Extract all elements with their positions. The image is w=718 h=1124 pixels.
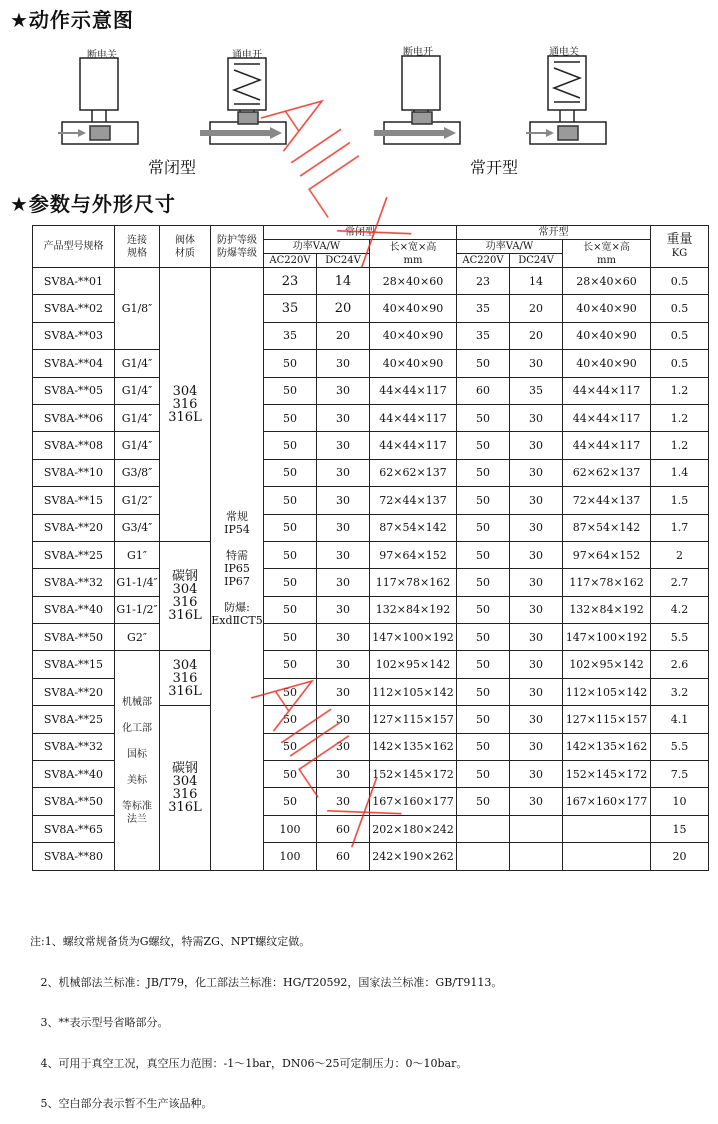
kg-cell: 3.2 — [651, 678, 709, 705]
kg-cell: 10 — [651, 788, 709, 815]
model-cell: SV8A-**20 — [33, 678, 115, 705]
no-ac-cell: 50 — [457, 596, 510, 623]
no-dim-cell: 112×105×142 — [563, 678, 651, 705]
kg-cell: 4.2 — [651, 596, 709, 623]
note-line: 3、**表示型号省略部分。 — [30, 1016, 169, 1029]
material-cell: 304 316 316L — [160, 651, 211, 706]
nc-dim-cell: 62×62×137 — [370, 459, 457, 486]
connection-cell: G1/4″ — [115, 350, 160, 377]
no-dim-cell: 40×40×90 — [563, 350, 651, 377]
model-cell: SV8A-**40 — [33, 761, 115, 788]
kg-cell: 1.7 — [651, 514, 709, 541]
no-ac-cell: 50 — [457, 761, 510, 788]
nc-dc-cell: 30 — [317, 377, 370, 404]
no-ac-cell: 60 — [457, 377, 510, 404]
valve-no-on — [530, 56, 606, 144]
kg-cell: 1.4 — [651, 459, 709, 486]
nc-dim-cell: 44×44×117 — [370, 404, 457, 431]
nc-dim-cell: 117×78×162 — [370, 569, 457, 596]
nc-dc-cell: 30 — [317, 788, 370, 815]
nc-dc-cell: 60 — [317, 815, 370, 842]
model-cell: SV8A-**10 — [33, 459, 115, 486]
nc-dim-cell: 102×95×142 — [370, 651, 457, 678]
header-dims-nc: 长×宽×高 mm — [370, 240, 457, 268]
table-row — [33, 624, 709, 651]
no-dc-cell: 30 — [510, 596, 563, 623]
nc-dc-cell: 30 — [317, 733, 370, 760]
connection-cell: G1″ — [115, 541, 160, 568]
nc-dc-cell: 30 — [317, 404, 370, 431]
header-dc-nc: DC24V — [317, 254, 370, 268]
nc-dim-cell: 167×160×177 — [370, 788, 457, 815]
no-dc-cell: 20 — [510, 295, 563, 322]
no-ac-cell: 50 — [457, 514, 510, 541]
nc-ac-cell: 50 — [264, 432, 317, 459]
kg-cell: 1.2 — [651, 377, 709, 404]
header-ac-nc: AC220V — [264, 254, 317, 268]
table-row — [33, 569, 709, 596]
nc-dim-cell: 97×64×152 — [370, 541, 457, 568]
no-dim-cell: 117×78×162 — [563, 569, 651, 596]
header-dc-no: DC24V — [510, 254, 563, 268]
connection-cell: G1-1/4″ — [115, 569, 160, 596]
no-ac-cell: 35 — [457, 295, 510, 322]
no-dim-cell: 127×115×157 — [563, 706, 651, 733]
table-row — [33, 514, 709, 541]
no-dim-cell: 102×95×142 — [563, 651, 651, 678]
kg-cell: 1.2 — [651, 404, 709, 431]
no-ac-cell: 23 — [457, 268, 510, 295]
header-model: 产品型号规格 — [33, 226, 115, 268]
no-dc-cell: 30 — [510, 651, 563, 678]
kg-cell: 2 — [651, 541, 709, 568]
model-cell: SV8A-**20 — [33, 514, 115, 541]
nc-dc-cell: 30 — [317, 487, 370, 514]
no-ac-cell — [457, 843, 510, 870]
nc-dc-cell: 30 — [317, 569, 370, 596]
nc-ac-cell: 35 — [264, 295, 317, 322]
nc-dc-cell: 20 — [317, 295, 370, 322]
table-row — [33, 487, 709, 514]
no-dim-cell: 44×44×117 — [563, 377, 651, 404]
header-normally-open: 常开型 — [457, 226, 651, 240]
no-ac-cell: 50 — [457, 459, 510, 486]
nc-ac-cell: 100 — [264, 815, 317, 842]
nc-ac-cell: 50 — [264, 733, 317, 760]
nc-dc-cell: 30 — [317, 596, 370, 623]
connection-cell: G2″ — [115, 624, 160, 651]
nc-ac-cell: 50 — [264, 459, 317, 486]
nc-dim-cell: 44×44×117 — [370, 377, 457, 404]
parameter-table — [32, 225, 709, 871]
model-cell: SV8A-**15 — [33, 651, 115, 678]
kg-cell: 2.6 — [651, 651, 709, 678]
nc-ac-cell: 50 — [264, 514, 317, 541]
no-dim-cell: 40×40×90 — [563, 295, 651, 322]
no-dc-cell: 30 — [510, 678, 563, 705]
no-dim-cell: 147×100×192 — [563, 624, 651, 651]
nc-ac-cell: 50 — [264, 761, 317, 788]
section-title-action-diagram: ★动作示意图 — [10, 8, 134, 32]
no-dc-cell: 30 — [510, 569, 563, 596]
no-ac-cell: 50 — [457, 350, 510, 377]
nc-ac-cell: 50 — [264, 377, 317, 404]
nc-ac-cell: 50 — [264, 404, 317, 431]
model-cell: SV8A-**04 — [33, 350, 115, 377]
no-ac-cell: 50 — [457, 624, 510, 651]
connection-cell: G1/4″ — [115, 404, 160, 431]
valve-diagrams — [0, 40, 718, 200]
header-dims-no: 长×宽×高 mm — [563, 240, 651, 268]
kg-cell: 4.1 — [651, 706, 709, 733]
nc-ac-cell: 23 — [264, 268, 317, 295]
model-cell: SV8A-**15 — [33, 487, 115, 514]
nc-ac-cell: 50 — [264, 350, 317, 377]
note-line: 5、空白部分表示暂不生产该品种。 — [30, 1097, 213, 1110]
nc-dim-cell: 127×115×157 — [370, 706, 457, 733]
nc-ac-cell: 50 — [264, 678, 317, 705]
nc-dim-cell: 40×40×90 — [370, 322, 457, 349]
connection-cell: G1/8″ — [115, 268, 160, 350]
no-dc-cell: 30 — [510, 541, 563, 568]
nc-ac-cell: 100 — [264, 843, 317, 870]
no-dc-cell: 30 — [510, 761, 563, 788]
model-cell: SV8A-**06 — [33, 404, 115, 431]
nc-ac-cell: 35 — [264, 322, 317, 349]
nc-dc-cell: 30 — [317, 761, 370, 788]
valve-state-label: 通电关 — [549, 47, 579, 58]
table-row — [33, 432, 709, 459]
nc-dc-cell: 30 — [317, 432, 370, 459]
no-dc-cell: 20 — [510, 322, 563, 349]
material-cell: 碳钢 304 316 316L — [160, 541, 211, 651]
kg-cell: 5.5 — [651, 624, 709, 651]
nc-ac-cell: 50 — [264, 706, 317, 733]
no-dim-cell: 40×40×90 — [563, 322, 651, 349]
kg-cell: 15 — [651, 815, 709, 842]
model-cell: SV8A-**08 — [33, 432, 115, 459]
nc-ac-cell: 50 — [264, 487, 317, 514]
no-dim-cell — [563, 843, 651, 870]
model-cell: SV8A-**05 — [33, 377, 115, 404]
header-normally-closed: 常闭型 — [264, 226, 457, 240]
nc-dim-cell: 132×84×192 — [370, 596, 457, 623]
kg-cell: 5.5 — [651, 733, 709, 760]
group-label-normally-open: 常开型 — [470, 158, 519, 177]
no-dc-cell: 30 — [510, 404, 563, 431]
nc-dim-cell: 28×40×60 — [370, 268, 457, 295]
kg-cell: 0.5 — [651, 322, 709, 349]
table-row — [33, 541, 709, 568]
model-cell: SV8A-**80 — [33, 843, 115, 870]
note-line: 4、可用于真空工况，真空压力范围：-1～1bar，DN06～25可定制压力：0～10bar。 — [30, 1056, 468, 1070]
nc-dim-cell: 72×44×137 — [370, 487, 457, 514]
header-power-nc: 功率VA/W — [264, 240, 370, 254]
nc-dim-cell: 44×44×117 — [370, 432, 457, 459]
no-dc-cell: 14 — [510, 268, 563, 295]
table-row — [33, 268, 709, 295]
no-ac-cell: 50 — [457, 788, 510, 815]
nc-dc-cell: 60 — [317, 843, 370, 870]
nc-ac-cell: 50 — [264, 788, 317, 815]
model-cell: SV8A-**01 — [33, 268, 115, 295]
kg-cell: 7.5 — [651, 761, 709, 788]
no-dim-cell: 97×64×152 — [563, 541, 651, 568]
table-row — [33, 350, 709, 377]
no-dim-cell: 62×62×137 — [563, 459, 651, 486]
header-material: 阀体 材质 — [160, 226, 211, 268]
valve-state-label: 通电开 — [232, 50, 262, 61]
nc-dc-cell: 30 — [317, 678, 370, 705]
no-dc-cell: 30 — [510, 624, 563, 651]
header-power-no: 功率VA/W — [457, 240, 563, 254]
connection-cell: G3/8″ — [115, 459, 160, 486]
no-dc-cell: 30 — [510, 733, 563, 760]
nc-dc-cell: 30 — [317, 459, 370, 486]
nc-ac-cell: 50 — [264, 624, 317, 651]
no-dim-cell: 87×54×142 — [563, 514, 651, 541]
no-ac-cell: 50 — [457, 706, 510, 733]
nc-dc-cell: 30 — [317, 624, 370, 651]
model-cell: SV8A-**50 — [33, 788, 115, 815]
nc-ac-cell: 50 — [264, 541, 317, 568]
no-dc-cell: 30 — [510, 432, 563, 459]
nc-ac-cell: 50 — [264, 651, 317, 678]
model-cell: SV8A-**02 — [33, 295, 115, 322]
model-cell: SV8A-**40 — [33, 596, 115, 623]
protection-cell: 常规 IP54 特需 IP65 IP67 防爆: ExdⅡCT5 — [211, 268, 264, 871]
valve-state-label: 断电关 — [87, 50, 117, 61]
model-cell: SV8A-**32 — [33, 569, 115, 596]
nc-dc-cell: 30 — [317, 350, 370, 377]
no-ac-cell — [457, 815, 510, 842]
nc-dc-cell: 14 — [317, 268, 370, 295]
table-row — [33, 459, 709, 486]
nc-dim-cell: 40×40×90 — [370, 295, 457, 322]
no-dim-cell: 152×145×172 — [563, 761, 651, 788]
nc-dc-cell: 20 — [317, 322, 370, 349]
nc-dc-cell: 30 — [317, 706, 370, 733]
model-cell: SV8A-**25 — [33, 541, 115, 568]
nc-dim-cell: 142×135×162 — [370, 733, 457, 760]
nc-dc-cell: 30 — [317, 541, 370, 568]
no-dim-cell: 167×160×177 — [563, 788, 651, 815]
no-dim-cell: 142×135×162 — [563, 733, 651, 760]
no-ac-cell: 50 — [457, 404, 510, 431]
no-dc-cell: 30 — [510, 788, 563, 815]
no-dim-cell: 72×44×137 — [563, 487, 651, 514]
kg-cell: 0.5 — [651, 350, 709, 377]
connection-cell: G1/4″ — [115, 377, 160, 404]
nc-dim-cell: 112×105×142 — [370, 678, 457, 705]
note-line: 2、机械部法兰标准：JB/T79，化工部法兰标准：HG/T20592，国家法兰标准：GB/T9113。 — [30, 975, 503, 989]
no-ac-cell: 50 — [457, 541, 510, 568]
group-label-normally-closed: 常闭型 — [148, 158, 197, 177]
no-ac-cell: 35 — [457, 322, 510, 349]
kg-cell: 1.2 — [651, 432, 709, 459]
nc-ac-cell: 50 — [264, 569, 317, 596]
no-dim-cell: 132×84×192 — [563, 596, 651, 623]
no-dim-cell: 44×44×117 — [563, 404, 651, 431]
no-ac-cell: 50 — [457, 733, 510, 760]
valve-nc-off — [62, 58, 138, 144]
material-cell: 碳钢 304 316 316L — [160, 706, 211, 870]
model-cell: SV8A-**32 — [33, 733, 115, 760]
no-ac-cell: 50 — [457, 569, 510, 596]
no-ac-cell: 50 — [457, 432, 510, 459]
header-weight: 重量 KG — [651, 226, 709, 268]
nc-dc-cell: 30 — [317, 514, 370, 541]
no-dc-cell: 35 — [510, 377, 563, 404]
header-ac-no: AC220V — [457, 254, 510, 268]
no-dim-cell: 44×44×117 — [563, 432, 651, 459]
model-cell: SV8A-**50 — [33, 624, 115, 651]
note-line: 注:1、螺纹常规备货为G螺纹，特需ZG、NPT螺纹定做。 — [30, 935, 311, 948]
no-dc-cell — [510, 815, 563, 842]
nc-dim-cell: 87×54×142 — [370, 514, 457, 541]
table-row — [33, 377, 709, 404]
connection-cell: G1-1/2″ — [115, 596, 160, 623]
connection-cell: G1/4″ — [115, 432, 160, 459]
kg-cell: 20 — [651, 843, 709, 870]
section-title-parameters: ★参数与外形尺寸 — [10, 192, 176, 216]
connection-cell: G3/4″ — [115, 514, 160, 541]
no-dim-cell — [563, 815, 651, 842]
no-dim-cell: 28×40×60 — [563, 268, 651, 295]
header-protection: 防护等级 防爆等级 — [211, 226, 264, 268]
model-cell: SV8A-**65 — [33, 815, 115, 842]
no-dc-cell: 30 — [510, 706, 563, 733]
table-row — [33, 651, 709, 678]
table-row — [33, 404, 709, 431]
model-cell: SV8A-**25 — [33, 706, 115, 733]
nc-dim-cell: 242×190×262 — [370, 843, 457, 870]
nc-dc-cell: 30 — [317, 651, 370, 678]
nc-ac-cell: 50 — [264, 596, 317, 623]
valve-state-label: 断电开 — [403, 47, 433, 58]
no-ac-cell: 50 — [457, 651, 510, 678]
no-dc-cell: 30 — [510, 514, 563, 541]
kg-cell: 0.5 — [651, 295, 709, 322]
no-dc-cell — [510, 843, 563, 870]
kg-cell: 2.7 — [651, 569, 709, 596]
model-cell: SV8A-**03 — [33, 322, 115, 349]
nc-dim-cell: 40×40×90 — [370, 350, 457, 377]
material-cell: 304 316 316L — [160, 268, 211, 542]
notes — [30, 908, 502, 1124]
no-ac-cell: 50 — [457, 487, 510, 514]
no-dc-cell: 30 — [510, 487, 563, 514]
no-dc-cell: 30 — [510, 350, 563, 377]
table-row — [33, 596, 709, 623]
nc-dim-cell: 202×180×242 — [370, 815, 457, 842]
nc-dim-cell: 147×100×192 — [370, 624, 457, 651]
connection-cell: G1/2″ — [115, 487, 160, 514]
kg-cell: 1.5 — [651, 487, 709, 514]
kg-cell: 0.5 — [651, 268, 709, 295]
header-connection: 连接 规格 — [115, 226, 160, 268]
nc-dim-cell: 152×145×172 — [370, 761, 457, 788]
connection-flange-cell: 机械部 化工部 国标 美标 等标准 法兰 — [115, 651, 160, 870]
no-ac-cell: 50 — [457, 678, 510, 705]
no-dc-cell: 30 — [510, 459, 563, 486]
